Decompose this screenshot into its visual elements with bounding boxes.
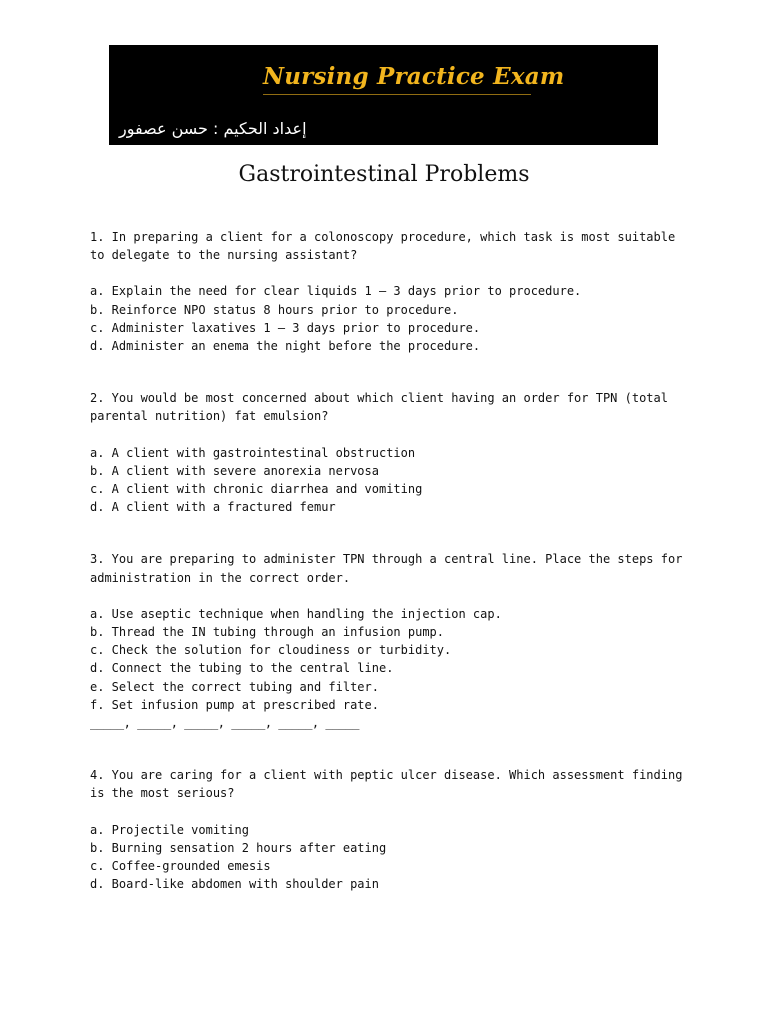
question-3 bbox=[90, 550, 690, 732]
banner-title-underline bbox=[263, 94, 531, 95]
answer-option-e: e. Select the correct tubing and filter. bbox=[90, 679, 379, 694]
answer-option-b: b. Thread the IN tubing through an infusion pump. bbox=[90, 625, 445, 640]
answer-option-c: c. Check the solution for cloudiness or turbidity. bbox=[90, 643, 452, 658]
question-4 bbox=[90, 766, 690, 893]
answer-option-f: f. Set infusion pump at prescribed rate. bbox=[90, 697, 379, 712]
answer-option-d: d. Board-like abdomen with shoulder pain bbox=[90, 877, 379, 892]
answer-option-b: b. Reinforce NPO status 8 hours prior to procedure. bbox=[90, 302, 459, 317]
banner-title: Nursing Practice Exam bbox=[263, 63, 565, 90]
answer-option-d: d. Connect the tubing to the central line. bbox=[90, 661, 394, 676]
question-stem: 3. You are preparing to administer TPN through a central line. Place the steps for administration in the correct order. bbox=[90, 552, 683, 585]
banner-arabic-credit: إعداد الحكيم : حسن عصفور bbox=[119, 119, 307, 138]
answer-option-a: a. Explain the need for clear liquids 1 – 3 days prior to procedure. bbox=[90, 284, 582, 299]
header-banner bbox=[109, 45, 658, 145]
answer-option-d: d. Administer an enema the night before the procedure. bbox=[90, 339, 481, 354]
answer-option-c: c. Coffee-grounded emesis bbox=[90, 859, 271, 874]
answer-option-c: c. A client with chronic diarrhea and vomiting bbox=[90, 482, 423, 497]
page-title: Gastrointestinal Problems bbox=[238, 162, 530, 187]
question-2 bbox=[90, 389, 690, 516]
answer-blanks: _____, _____, _____, _____, _____, _____ bbox=[90, 716, 359, 731]
question-stem: 4. You are caring for a client with peptic ulcer disease. Which assessment finding is the most serious? bbox=[90, 768, 683, 801]
answer-option-a: a. Projectile vomiting bbox=[90, 822, 249, 837]
answer-option-a: a. A client with gastrointestinal obstruction bbox=[90, 445, 416, 460]
answer-option-a: a. Use aseptic technique when handling the injection cap. bbox=[90, 606, 502, 621]
question-list bbox=[90, 228, 690, 927]
answer-option-b: b. A client with severe anorexia nervosa bbox=[90, 463, 379, 478]
answer-option-c: c. Administer laxatives 1 – 3 days prior to procedure. bbox=[90, 320, 481, 335]
question-stem: 1. In preparing a client for a colonoscopy procedure, which task is most suitable to delegate to the nursing assistant? bbox=[90, 230, 676, 263]
question-stem: 2. You would be most concerned about which client having an order for TPN (total parental nutrition) fat emulsion? bbox=[90, 391, 668, 424]
answer-option-b: b. Burning sensation 2 hours after eating bbox=[90, 840, 387, 855]
question-1 bbox=[90, 228, 690, 355]
answer-option-d: d. A client with a fractured femur bbox=[90, 500, 336, 515]
